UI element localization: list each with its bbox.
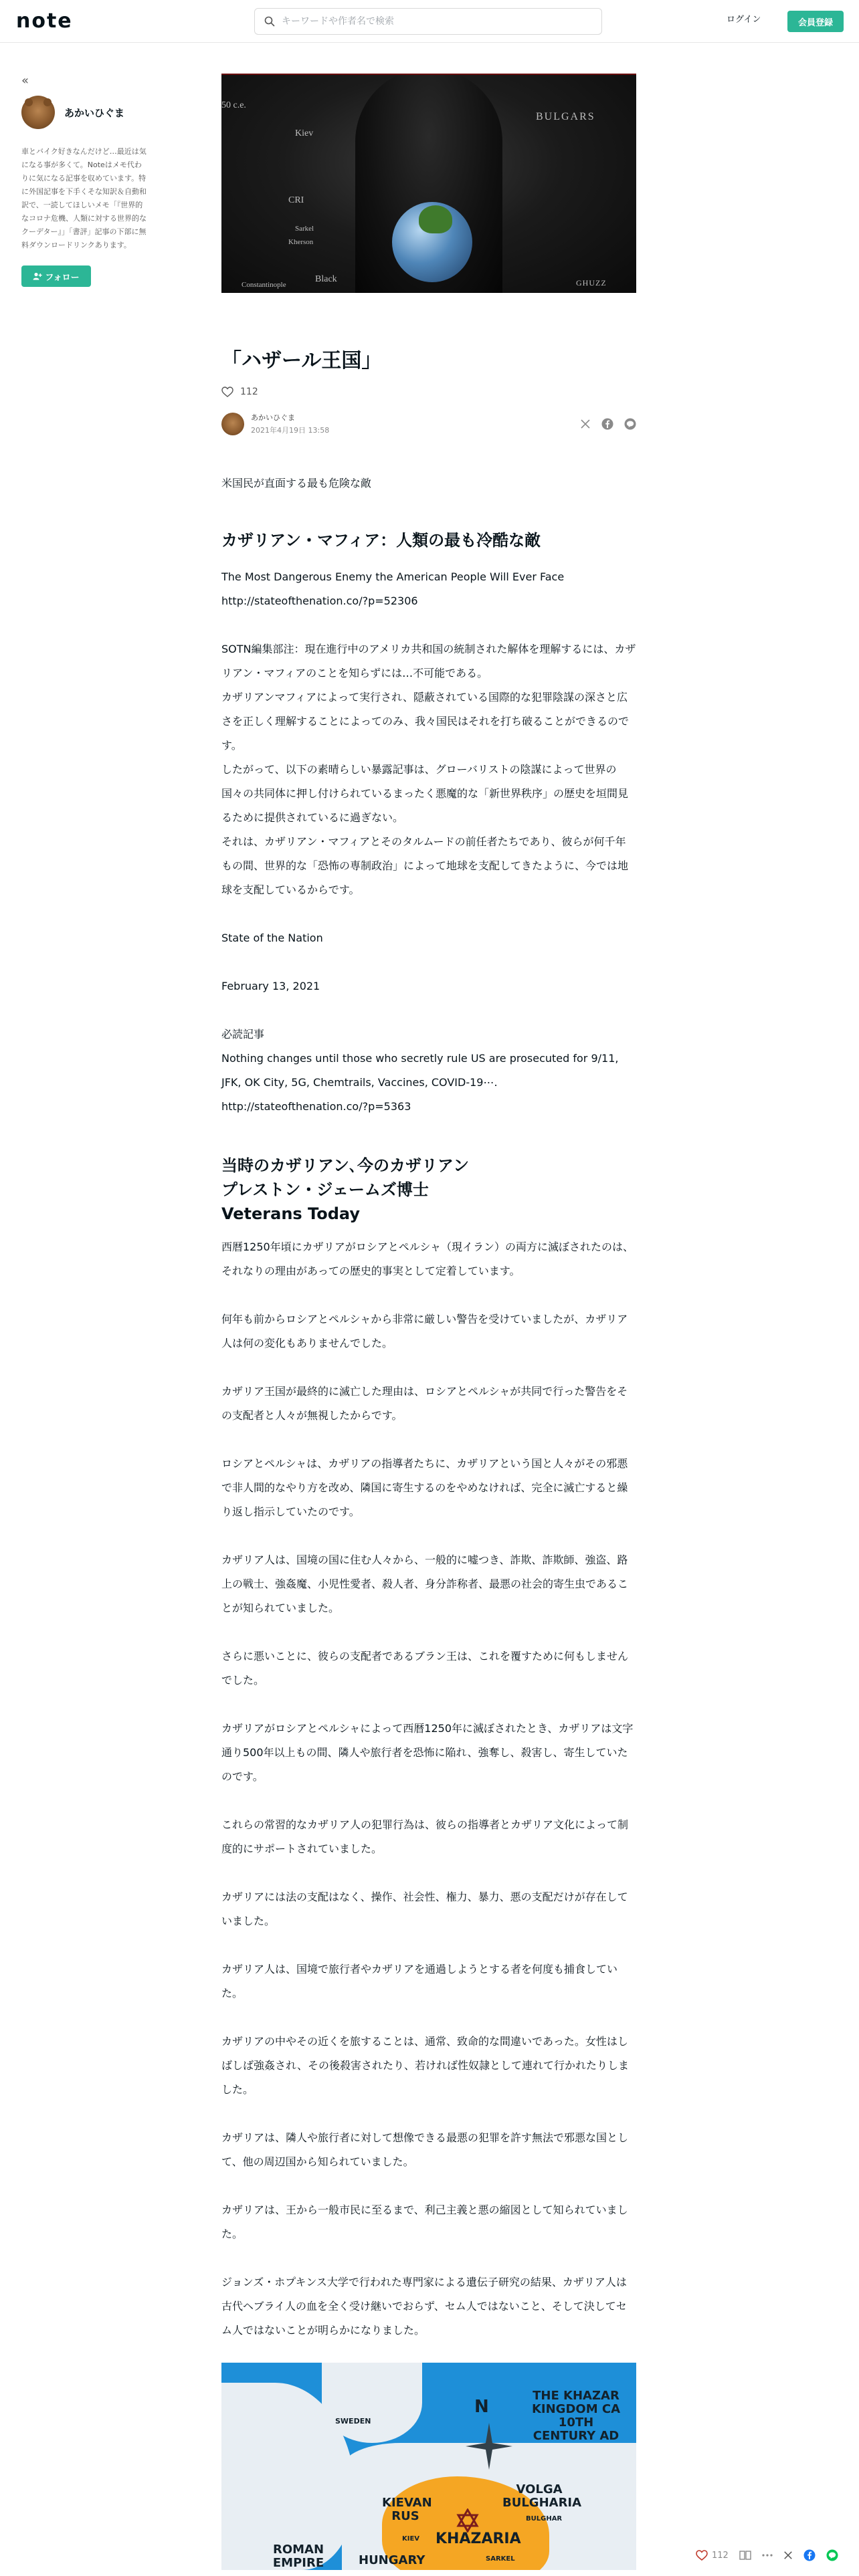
map-label: N: [474, 2397, 489, 2417]
double-chevron-left-icon[interactable]: «: [21, 74, 29, 88]
paragraph: カザリアの中やその近くを旅することは、通常、致命的な間違いであった。女性はしばしば強姦され、その後殺害されたり、若ければ性奴隷として連れて行かれたりしました。: [221, 2035, 629, 2096]
floating-action-bar: [696, 2549, 838, 2561]
sidebar: [21, 74, 149, 287]
search-icon: [264, 16, 275, 27]
share-buttons: [580, 418, 636, 430]
map-label: Constantinople: [242, 281, 286, 289]
paragraph: カザリア王国が最終的に滅亡した理由は、ロシアとペルシャが共同で行った警告をその支配者と人々が無視したからです。: [221, 1385, 628, 1422]
paragraph: カザリアは、王から一般市民に至るまで、利己主義と悪の縮図として知られていました。: [221, 2204, 628, 2240]
map-label: BULGARS: [536, 111, 595, 122]
publish-date: 2021年4月19日 13:58: [251, 426, 330, 435]
paragraph: Nothing changes until those who secretly rule US are prosecuted for 9/11, JFK, OK City, 5G, Chemtrails, Vaccines, COVID-19⋯.: [221, 1052, 619, 1089]
login-link[interactable]: ログイン: [727, 15, 761, 25]
paragraph: 西暦1250年頃にカザリアがロシアとペルシャ（現イラン）の両方に滅ぼされたのは、それなりの理由があっての歴史的事実として定着しています。: [221, 1241, 634, 1277]
map-label: CRI: [288, 195, 304, 205]
heading-line: プレストン・ジェームズ博士: [221, 1180, 429, 1199]
note-logo[interactable]: note: [16, 9, 73, 33]
paragraph: カザリア人は、国境で旅行者やカザリアを通過しようとする者を何度も捕食していた。: [221, 1963, 618, 2000]
map-label: Kiev: [295, 128, 314, 138]
tree-illustration: [419, 205, 452, 233]
heart-icon[interactable]: [696, 2550, 708, 2561]
author-bio: 車とバイク好きなんだけど…最近は気になる事が多くて。Noteはメモ代わりに気になる記事を収めています。特に外国記事を下手くそな知訳＆自動和訳で、一読してほしいメモ「『世界的なコロナ危機、人類に対する世界的なクーデター』」「書評」記事の下部に無料ダウンロードリンクあります。: [21, 147, 147, 249]
line-share-icon[interactable]: [826, 2549, 838, 2561]
map-label: SWEDEN: [335, 2417, 371, 2426]
avatar[interactable]: [21, 96, 55, 129]
paragraph: February 13, 2021: [221, 980, 320, 992]
sidebar-author[interactable]: [21, 96, 149, 129]
map-label: KIEVAN RUS: [382, 2496, 432, 2523]
map-label: ROMAN EMPIRE: [272, 2543, 324, 2570]
heart-icon[interactable]: [221, 387, 233, 397]
paragraph: State of the Nation: [221, 932, 323, 944]
heading-line: 当時のカザリアン､今のカザリアン: [221, 1156, 470, 1175]
search-input[interactable]: [282, 16, 576, 27]
compass-icon: [466, 2423, 512, 2470]
map-label: Black: [315, 274, 337, 284]
paragraph: それは、カザリアン・マフィアとそのタルムードの前任者たちであり、彼らが何千年もの間、世界的な「恐怖の専制政治」によって地球を支配してきたように、今では地球を支配しているからです。: [221, 835, 629, 896]
paragraph: カザリアンマフィアによって実行され、隠蔽されている国際的な犯罪陰謀の深さと広さを正しく理解することによってのみ、我々国民はそれを打ち破ることができるのです。: [221, 691, 629, 752]
map-label: KHAZARIA: [436, 2531, 521, 2547]
map-label: THE KHAZAR KINGDOM CA 10TH CENTURY AD: [531, 2389, 621, 2443]
line-share-icon[interactable]: [624, 418, 636, 430]
star-of-david-icon: [456, 2508, 480, 2533]
like-area[interactable]: [221, 387, 636, 397]
paragraph: カザリア人は、国境の国に住む人々から、一般的に嘘つき、詐欺、詐欺師、強盗、路上の戦士、強姦魔、小児性愛者、殺人者、身分詐称者、最悪の社会的寄生虫であることが知られていました。: [221, 1553, 629, 1614]
facebook-share-icon[interactable]: [601, 418, 613, 430]
user-plus-icon: [33, 272, 42, 280]
map-label: VOLGA BULGHARIA: [502, 2482, 582, 2510]
map-label: SARKEL: [486, 2555, 515, 2563]
section-heading: [221, 1154, 636, 1226]
source-link[interactable]: http://stateofthenation.co/?p=5363: [221, 1100, 411, 1113]
paragraph: したがって、以下の素晴らしい暴露記事は、グローバリストの陰謀によって世界の国々の共同体に押し付けられているまったく悪魔的な「新世界秩序」の歴史を垣間見るために提供されているに過ぎない。: [221, 763, 629, 824]
paragraph: カザリアは、隣人や旅行者に対して想像できる最悪の犯罪を許す無法で邪悪な国として、他の周辺国から知られていました。: [221, 2131, 629, 2168]
source-link[interactable]: http://stateofthenation.co/?p=52306: [221, 595, 418, 607]
map-label: HUNGARY: [359, 2553, 425, 2567]
x-share-icon[interactable]: [783, 2551, 793, 2560]
follow-button[interactable]: [21, 265, 91, 287]
hero-image: [221, 74, 636, 293]
floating-like[interactable]: [696, 2550, 729, 2561]
map-landmass: [322, 2363, 422, 2443]
like-count[interactable]: 112: [240, 387, 258, 397]
top-bar: [0, 0, 859, 43]
facebook-share-icon[interactable]: [803, 2549, 816, 2561]
heading-line: Veterans Today: [221, 1204, 360, 1223]
paragraph: The Most Dangerous Enemy the American People Will Ever Face: [221, 570, 565, 583]
paragraph: これらの常習的なカザリア人の犯罪行為は、彼らの指導者とカザリア文化によって制度的にサポートされていました。: [221, 1818, 629, 1855]
article-meta: [221, 412, 636, 435]
map-label: BULGHAR: [526, 2515, 563, 2523]
paragraph: SOTN編集部注：現在進行中のアメリカ共和国の統制された解体を理解するには、カザリアン・マフィアのことを知らずには…不可能である。: [221, 643, 636, 679]
signup-button[interactable]: 会員登録: [787, 11, 844, 32]
magazine-icon[interactable]: [739, 2550, 751, 2561]
avatar[interactable]: [221, 413, 244, 435]
paragraph: さらに悪いことに、彼らの支配者であるブラン王は、これを覆すために何もしませんでした。: [221, 1650, 629, 1687]
article-title: 「ハザール王国」: [221, 349, 382, 372]
more-icon[interactable]: [762, 2554, 773, 2557]
map-label: GHUZZ: [576, 278, 607, 288]
paragraph: ロシアとペルシャは、カザリアの指導者たちに、カザリアという国と人々がその邪悪で非人間的なやり方を改め、隣国に寄生するのをやめなければ、完全に滅亡すると繰り返し指示していたのです。: [221, 1457, 628, 1518]
search-box[interactable]: [254, 8, 602, 35]
follow-label: フォロー: [45, 272, 80, 283]
article: [221, 74, 636, 2570]
map-label: KIEV: [402, 2535, 420, 2543]
meta-author-name[interactable]: あかいひぐま: [251, 413, 295, 422]
x-share-icon[interactable]: [580, 419, 591, 429]
article-lead: 米国民が直面する最も危険な敵: [221, 477, 372, 490]
paragraph: ジョンズ・ホプキンス大学で行われた専門家による遺伝子研究の結果、カザリア人は古代ヘブライ人の血を全く受け継いでおらず、セム人ではないこと、そして決してセム人ではないことが明らかになりました。: [221, 2276, 627, 2337]
author-name[interactable]: あかいひぐま: [64, 106, 125, 119]
khazar-map-image: [221, 2363, 636, 2570]
paragraph: 必読記事: [221, 1028, 265, 1041]
paragraph: 何年も前からロシアとペルシャから非常に厳しい警告を受けていましたが、カザリア人は何の変化もありませんでした。: [221, 1313, 628, 1350]
paragraph: カザリアには法の支配はなく、操作、社会性、権力、暴力、悪の支配だけが存在していました。: [221, 1891, 628, 1927]
map-label: Sarkel: [295, 225, 314, 233]
floating-like-count[interactable]: 112: [712, 2550, 729, 2561]
paragraph: カザリアがロシアとペルシャによって西暦1250年に滅ぼされたとき、カザリアは文字通り500年以上もの間、隣人や旅行者を恐怖に陥れ、強奪し、殺害し、寄生していたのです。: [221, 1722, 634, 1783]
map-label: 50 c.e.: [221, 100, 246, 110]
section-heading: カザリアン・マフィア：人類の最も冷酷な敵: [221, 531, 541, 550]
map-label: Kherson: [288, 238, 314, 246]
